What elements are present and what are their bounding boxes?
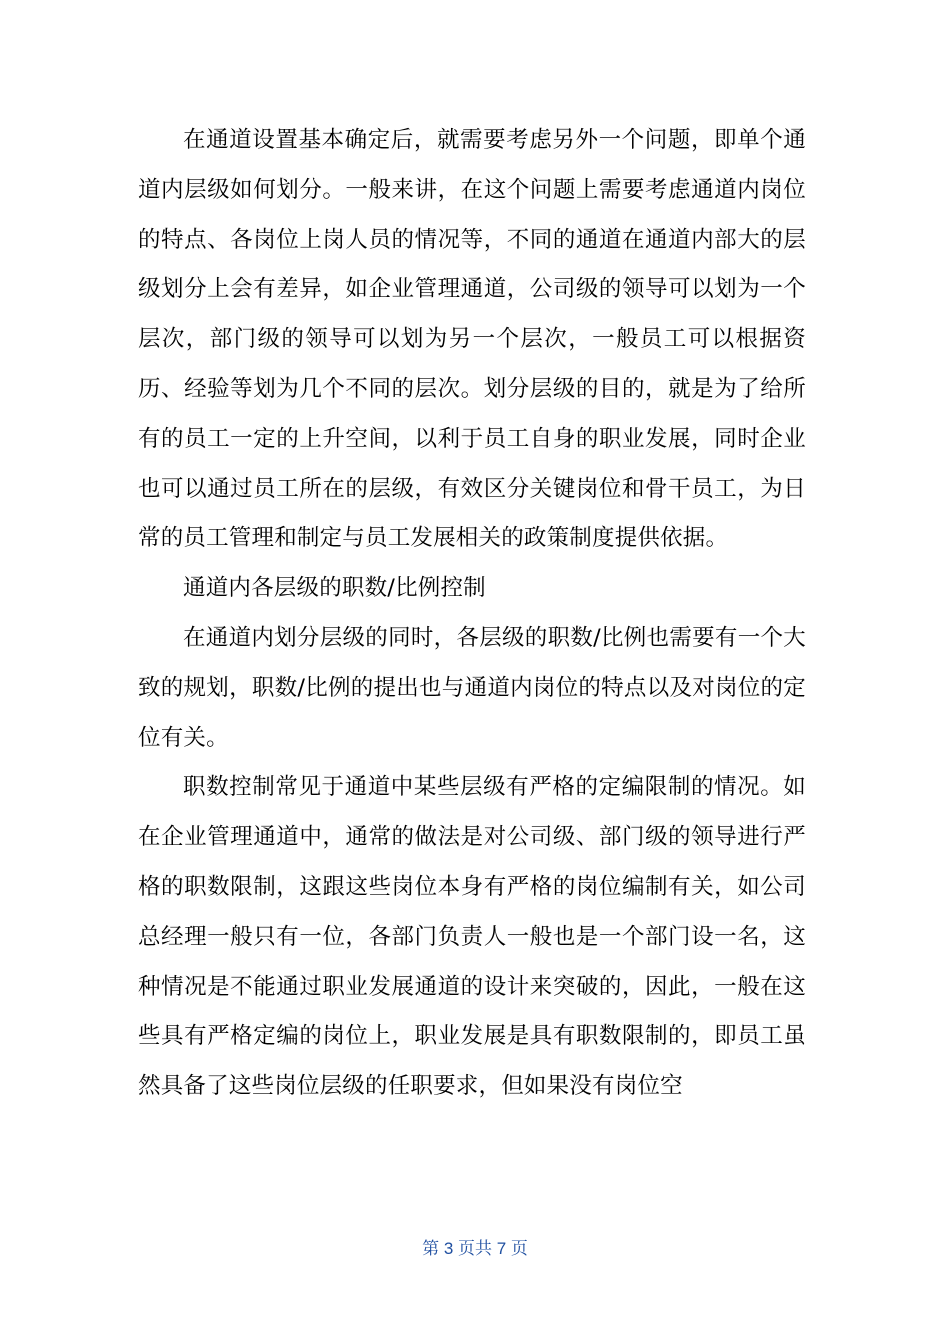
- section-heading-ratio-control: 通道内各层级的职数/比例控制: [183, 575, 486, 602]
- document-body: [138, 116, 806, 1112]
- page-number-footer: 第 3 页共 7 页: [422, 1239, 528, 1258]
- paragraph-level-division: 在通道设置基本确定后，就需要考虑另外一个问题，即单个通道内层级如何划分。一般来讲，在这个问题上需要考虑通道内岗位的特点、各岗位上岗人员的情况等，不同的通道在通道内部大的层级划分上会有差异，如企业管理通道，公司级的领导可以划为一个层次，部门级的领导可以划为另一个层次，一般员工可以根据资历、经验等划为几个不同的层次。划分层级的目的，就是为了给所有的员工一定的上升空间，以利于员工自身的职业发展，同时企业也可以通过员工所在的层级，有效区分关键岗位和骨干员工，为日常的员工管理和制定与员工发展相关的政策制度提供依据。: [138, 127, 806, 552]
- paragraph-headcount-control: 职数控制常见于通道中某些层级有严格的定编限制的情况。如在企业管理通道中，通常的做法是对公司级、部门级的领导进行严格的职数限制，这跟这些岗位本身有严格的岗位编制有关，如公司总经理一般只有一位，各部门负责人一般也是一个部门设一名，这种情况是不能通过职业发展通道的设计来突破的，因此，一般在这些具有严格定编的岗位上，职业发展是具有职数限制的，即员工虽然具备了这些岗位层级的任职要求，但如果没有岗位空: [138, 774, 806, 1100]
- paragraph-ratio-planning: 在通道内划分层级的同时，各层级的职数/比例也需要有一个大致的规划，职数/比例的提出也与通道内岗位的特点以及对岗位的定位有关。: [138, 624, 806, 751]
